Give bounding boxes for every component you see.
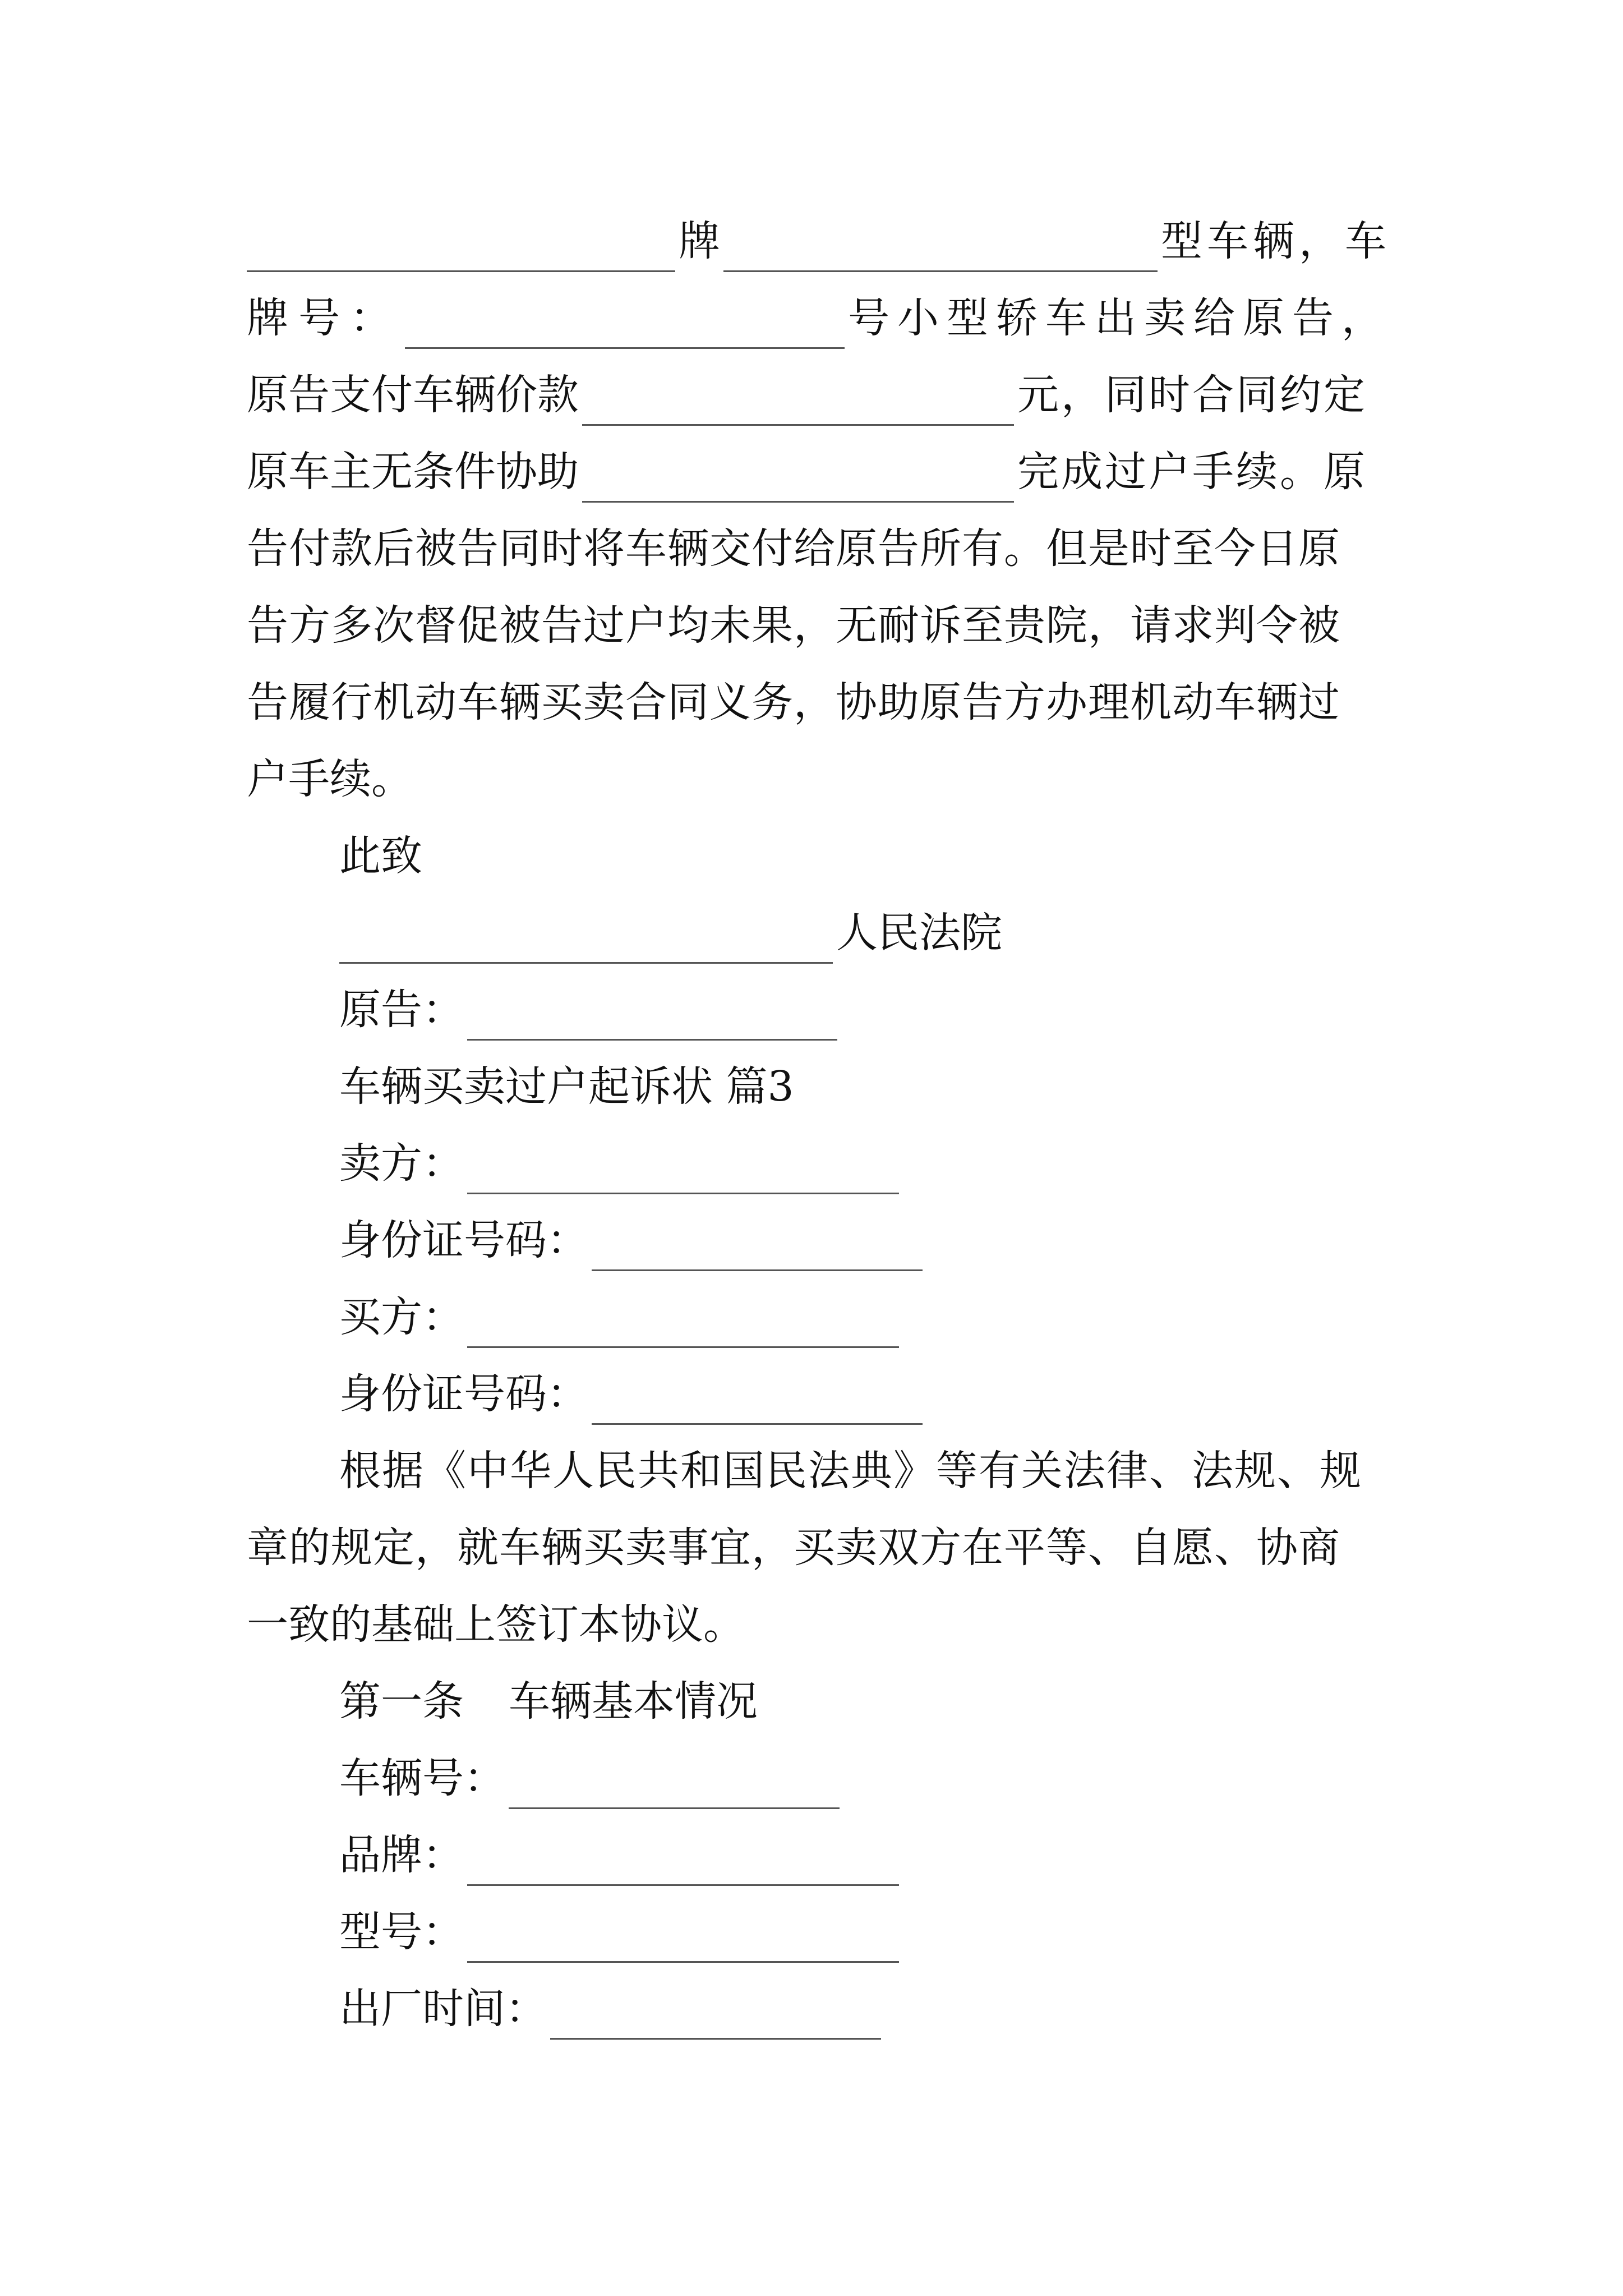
text-segment: 根据《中华人民共和国民法典》等有关法律、法规、规: [339, 1447, 1362, 1495]
article-heading: [339, 1671, 1483, 1732]
vehicle-number-label: 车辆号：: [339, 1754, 505, 1802]
fill-blank-field[interactable]: [247, 231, 675, 272]
seller-id-line: [339, 1209, 1483, 1271]
paragraph-line: [247, 364, 1391, 426]
factory-date-field[interactable]: [550, 1999, 881, 2040]
paragraph-line: [247, 287, 1391, 349]
brand-line: [339, 1824, 1483, 1886]
court-suffix-text: 人民法院: [836, 909, 1002, 957]
factory-date-line: [339, 1978, 1483, 2040]
court-name-field[interactable]: [339, 923, 833, 964]
paragraph-line: [247, 748, 1391, 810]
vehicle-number-field[interactable]: [509, 1768, 840, 1809]
paragraph-line: [247, 595, 1391, 656]
model-field[interactable]: [467, 1922, 899, 1963]
vehicle-number-line: [339, 1747, 1483, 1809]
paragraph-line: [247, 671, 1391, 733]
buyer-field[interactable]: [467, 1307, 899, 1348]
fill-blank-field[interactable]: [723, 231, 1158, 272]
buyer-id-field[interactable]: [592, 1384, 923, 1425]
text-segment: 牌号：: [247, 294, 402, 342]
buyer-id-label: 身份证号码：: [339, 1370, 588, 1418]
text-segment: 章的规定，就车辆买卖事宜，买卖双方在平等、自愿、协商: [247, 1524, 1340, 1572]
text-segment: 元，同时合同约定: [1017, 371, 1367, 419]
paragraph-line: [247, 441, 1391, 503]
court-line: [339, 902, 1483, 964]
brand-field[interactable]: [467, 1845, 899, 1886]
seller-label: 卖方：: [339, 1139, 464, 1188]
fill-blank-field[interactable]: [405, 308, 845, 349]
text-segment: 户手续。: [247, 755, 413, 803]
text-segment: 告付款后被告同时将车辆交付给原告所有。但是时至今日原: [247, 524, 1340, 573]
article-title: 车辆基本情况: [509, 1677, 758, 1726]
brand-label: 品牌：: [339, 1831, 464, 1879]
paragraph-line: [247, 1517, 1391, 1579]
model-label: 型号：: [339, 1908, 464, 1956]
section-title-text: 车辆买卖过户起诉状 篇3: [339, 1062, 794, 1111]
section-title: [339, 1056, 1483, 1117]
text-segment: 牌: [679, 217, 721, 265]
text-segment: 型车辆，车: [1161, 217, 1391, 265]
article-number: 第一条: [339, 1677, 464, 1726]
text-segment: 原告支付车辆价款: [247, 371, 579, 419]
text-segment: 一致的基础上签订本协议。: [247, 1600, 745, 1649]
text-segment: 告履行机动车辆买卖合同义务，协助原告方办理机动车辆过: [247, 678, 1340, 726]
plaintiff-field[interactable]: [467, 1000, 837, 1041]
text-segment: 完成过户手续。原: [1017, 448, 1367, 496]
seller-line: [339, 1133, 1483, 1194]
seller-id-field[interactable]: [592, 1230, 923, 1271]
text-segment: 原车主无条件协助: [247, 448, 579, 496]
buyer-line: [339, 1286, 1483, 1348]
model-line: [339, 1901, 1483, 1963]
seller-id-label: 身份证号码：: [339, 1216, 588, 1264]
plaintiff-line: [339, 979, 1483, 1041]
paragraph-line: [247, 1594, 1391, 1655]
factory-date-label: 出厂时间：: [339, 1985, 547, 2033]
buyer-id-line: [339, 1363, 1483, 1425]
fill-blank-field[interactable]: [582, 385, 1014, 426]
paragraph-line: [339, 1440, 1391, 1502]
buyer-label: 买方：: [339, 1293, 464, 1341]
salutation: [339, 825, 1483, 887]
paragraph-line: [247, 210, 1391, 272]
plaintiff-label: 原告：: [339, 986, 464, 1034]
paragraph-line: [247, 518, 1391, 579]
text-segment: 号小型轿车出卖给原告，: [848, 294, 1391, 342]
seller-field[interactable]: [467, 1153, 899, 1194]
salutation-text: 此致: [339, 832, 422, 880]
text-segment: 告方多次督促被告过户均未果，无耐诉至贵院，请求判令被: [247, 601, 1340, 650]
fill-blank-field[interactable]: [582, 462, 1014, 503]
